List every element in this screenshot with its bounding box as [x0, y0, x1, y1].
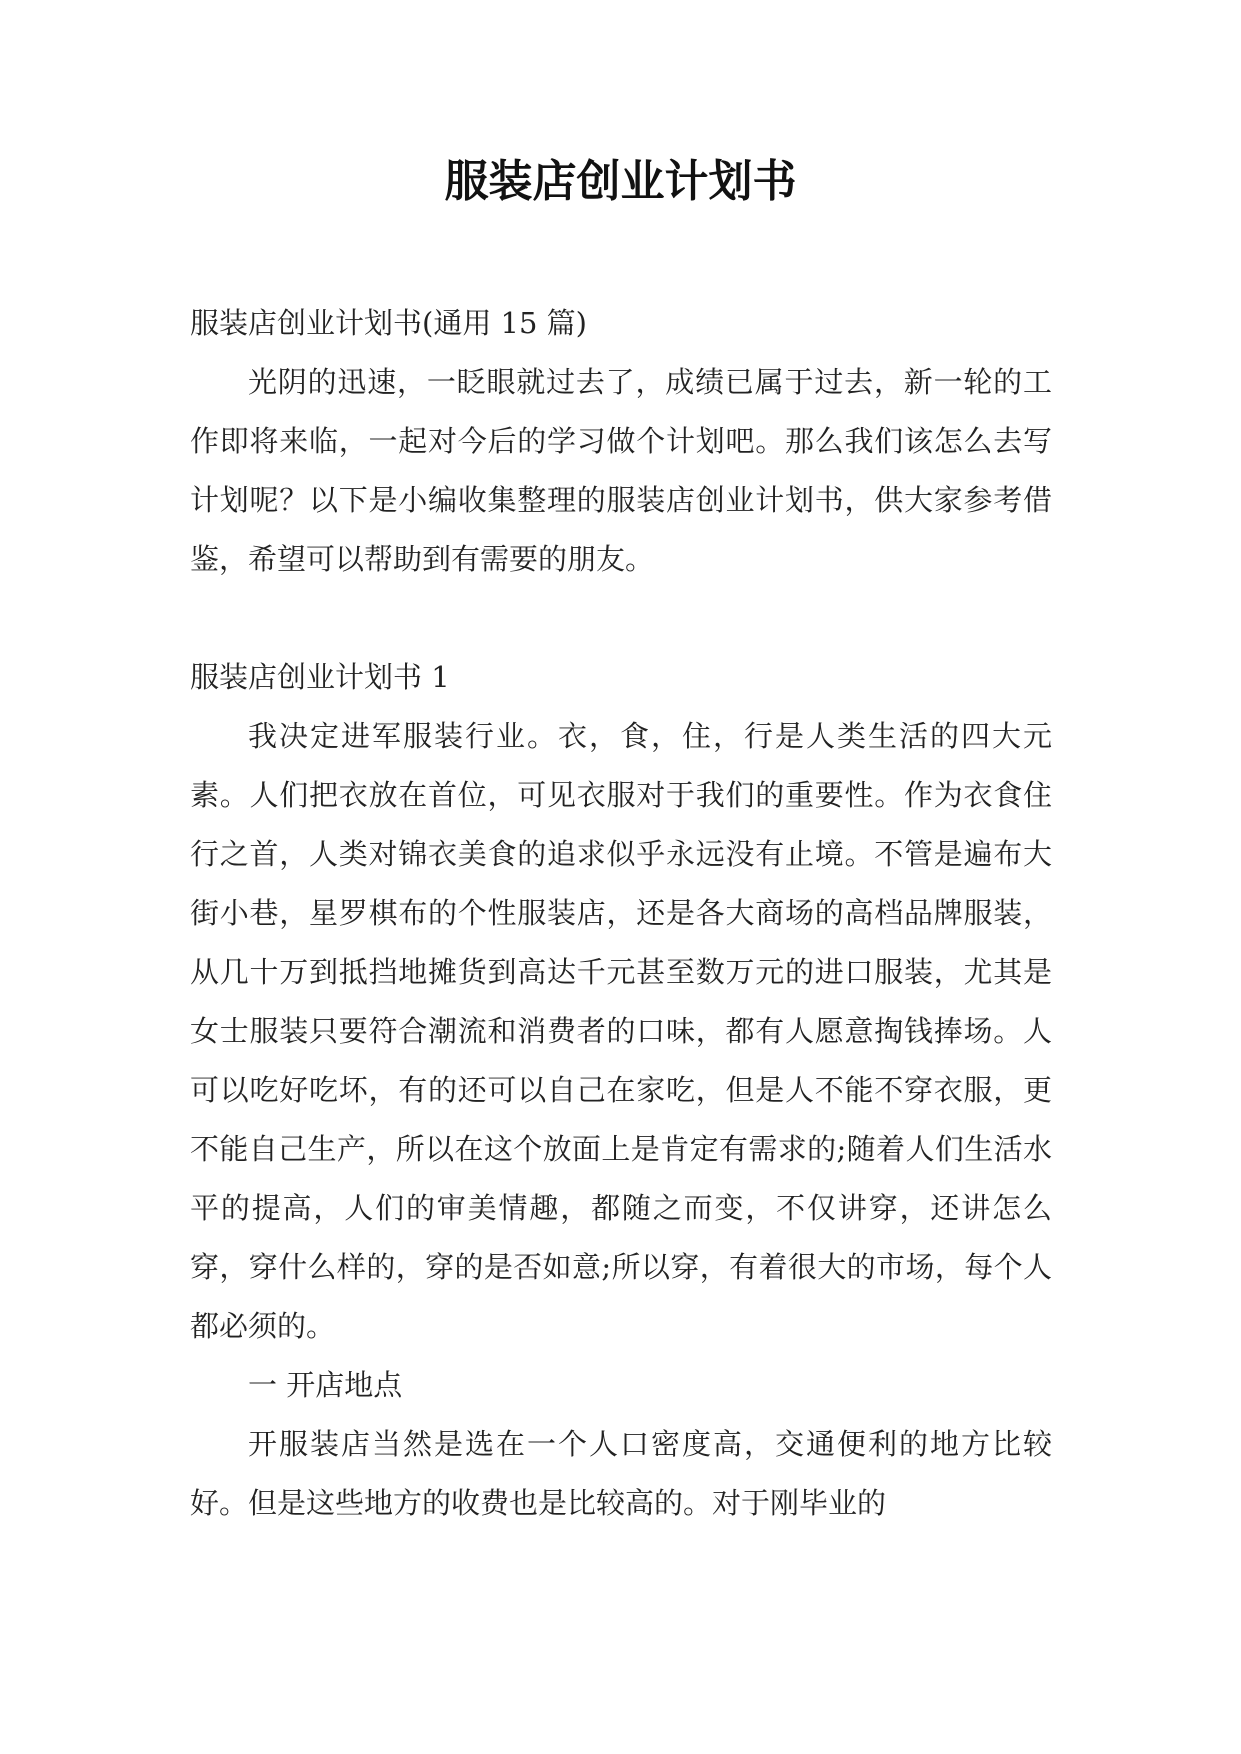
page-title: 服装店创业计划书 [444, 156, 797, 207]
intro-paragraph: 光阴的迅速，一眨眼就过去了，成绩已属于过去，新一轮的工作即将来临，一起对今后的学习做个计划吧。那么我们该怎么去写计划呢？以下是小编收集整理的服装店创业计划书，供大家参考借鉴，希望可以帮助到有需要的朋友。 [190, 365, 1052, 576]
body-paragraph: 我决定进军服装行业。衣，食，住，行是人类生活的四大元素。人们把衣放在首位，可见衣服对于我们的重要性。作为衣食住行之首，人类对锦衣美食的追求似乎永远没有止境。不管是遍布大街小巷，星罗棋布的个性服装店，还是各大商场的高档品牌服装，从几十万到抵挡地摊货到高达千元甚至数万元的进口服装，尤其是女士服装只要符合潮流和消费者的口味，都有人愿意掏钱捧场。人可以吃好吃坏，有的还可以自己在家吃，但是人不能不穿衣服，更不能自己生产，所以在这个放面上是肯定有需求的;随着人们生活水平的提高，人们的审美情趣，都随之而变，不仅讲穿，还讲怎么穿，穿什么样的，穿的是否如意;所以穿，有着很大的市场，每个人都必须的。 [190, 719, 1052, 1343]
body-paragraph: 开服装店当然是选在一个人口密度高，交通便利的地方比较好。但是这些地方的收费也是比较高的。对于刚毕业的 [190, 1427, 1052, 1520]
subsection-heading: 一 开店地点 [248, 1368, 403, 1402]
section-heading: 服装店创业计划书 1 [190, 660, 450, 694]
document-body [190, 294, 1052, 1533]
document-subtitle: 服装店创业计划书(通用 15 篇) [190, 306, 587, 340]
paragraph-spacer [190, 589, 1052, 648]
